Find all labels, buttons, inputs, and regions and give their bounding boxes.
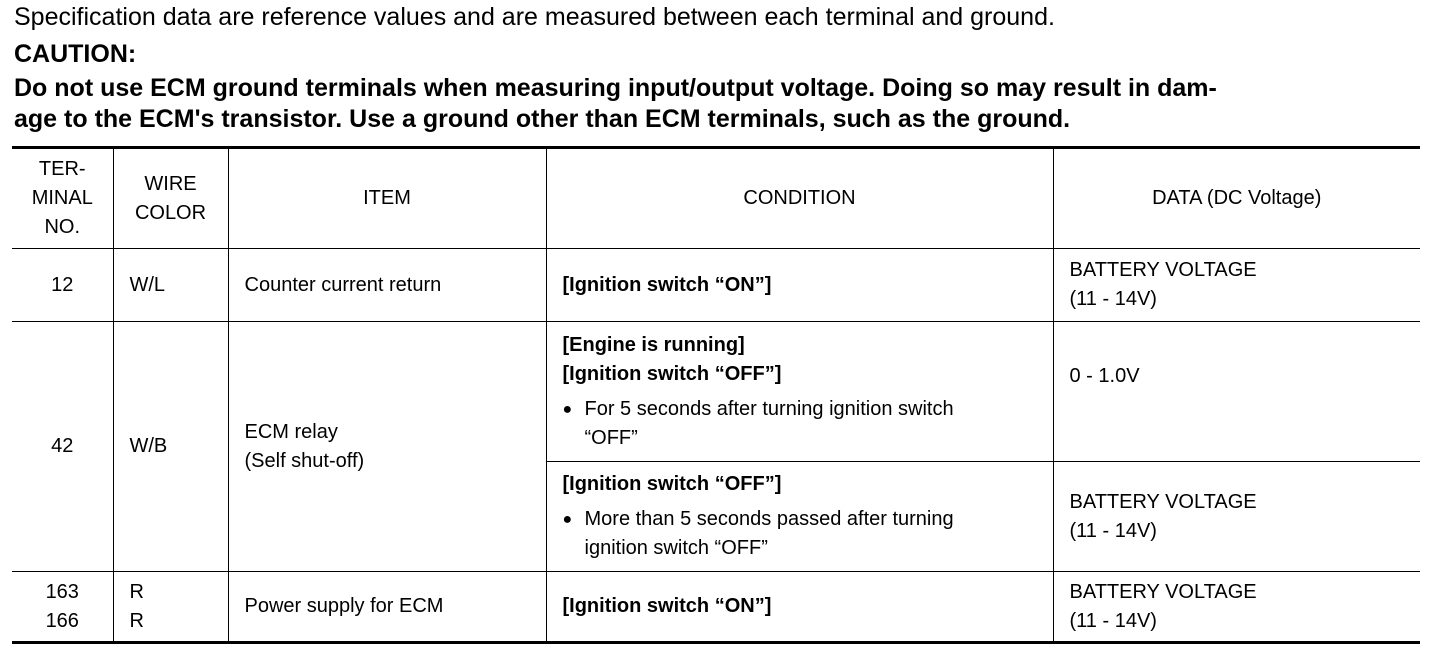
wire-color-cell: R R — [113, 572, 228, 643]
table-row — [12, 572, 1420, 643]
header-data: DATA (DC Voltage) — [1053, 148, 1420, 249]
terminal-spec-table — [12, 146, 1420, 644]
table-row — [12, 322, 1420, 462]
bullet-icon: ● — [562, 400, 573, 418]
header-condition: CONDITION — [546, 148, 1053, 249]
item-cell: Power supply for ECM — [228, 572, 546, 643]
data-cell: BATTERY VOLTAGE (11 - 14V) — [1053, 572, 1420, 643]
condition-cell: [Ignition switch “ON”] — [546, 249, 1053, 322]
data-cell: 0 - 1.0V — [1053, 322, 1420, 462]
caution-heading: CAUTION: — [14, 40, 137, 68]
terminal-cell: 42 — [12, 322, 113, 572]
condition-cell: [Engine is running] [Ignition switch “OFF”] ● For 5 seconds after turning ignition switch “OFF” — [546, 322, 1053, 462]
header-terminal-no: TER- MINAL NO. — [12, 148, 113, 249]
terminal-cell: 163 166 — [12, 572, 113, 643]
condition-bullet: ● For 5 seconds after turning ignition switch “OFF” — [563, 395, 1053, 453]
wire-color-cell: W/B — [113, 322, 228, 572]
data-cell: BATTERY VOLTAGE (11 - 14V) — [1053, 249, 1420, 322]
item-cell: ECM relay (Self shut-off) — [228, 322, 546, 572]
header-row — [12, 148, 1420, 249]
condition-cell: [Ignition switch “OFF”] ● More than 5 seconds passed after turning ignition switch “OFF” — [546, 462, 1053, 572]
bullet-icon: ● — [562, 511, 573, 528]
intro-text: Specification data are reference values and are measured between each terminal and ground. — [14, 3, 1055, 31]
table-row — [12, 249, 1420, 322]
caution-line-1: Do not use ECM ground terminals when measuring input/output voltage. Doing so may result in dam- — [14, 74, 1217, 102]
caution-text — [14, 73, 1424, 135]
item-cell: Counter current return — [228, 249, 546, 322]
header-wire-color: WIRE COLOR — [113, 148, 228, 249]
data-cell: BATTERY VOLTAGE (11 - 14V) — [1053, 462, 1420, 572]
wire-color-cell: W/L — [113, 249, 228, 322]
header-item: ITEM — [228, 148, 546, 249]
condition-cell: [Ignition switch “ON”] — [546, 572, 1053, 643]
terminal-cell: 12 — [12, 249, 113, 322]
condition-bullet: ● More than 5 seconds passed after turning ignition switch “OFF” — [563, 505, 1053, 563]
caution-line-2: age to the ECM's transistor. Use a ground other than ECM terminals, such as the ground. — [14, 105, 1071, 133]
